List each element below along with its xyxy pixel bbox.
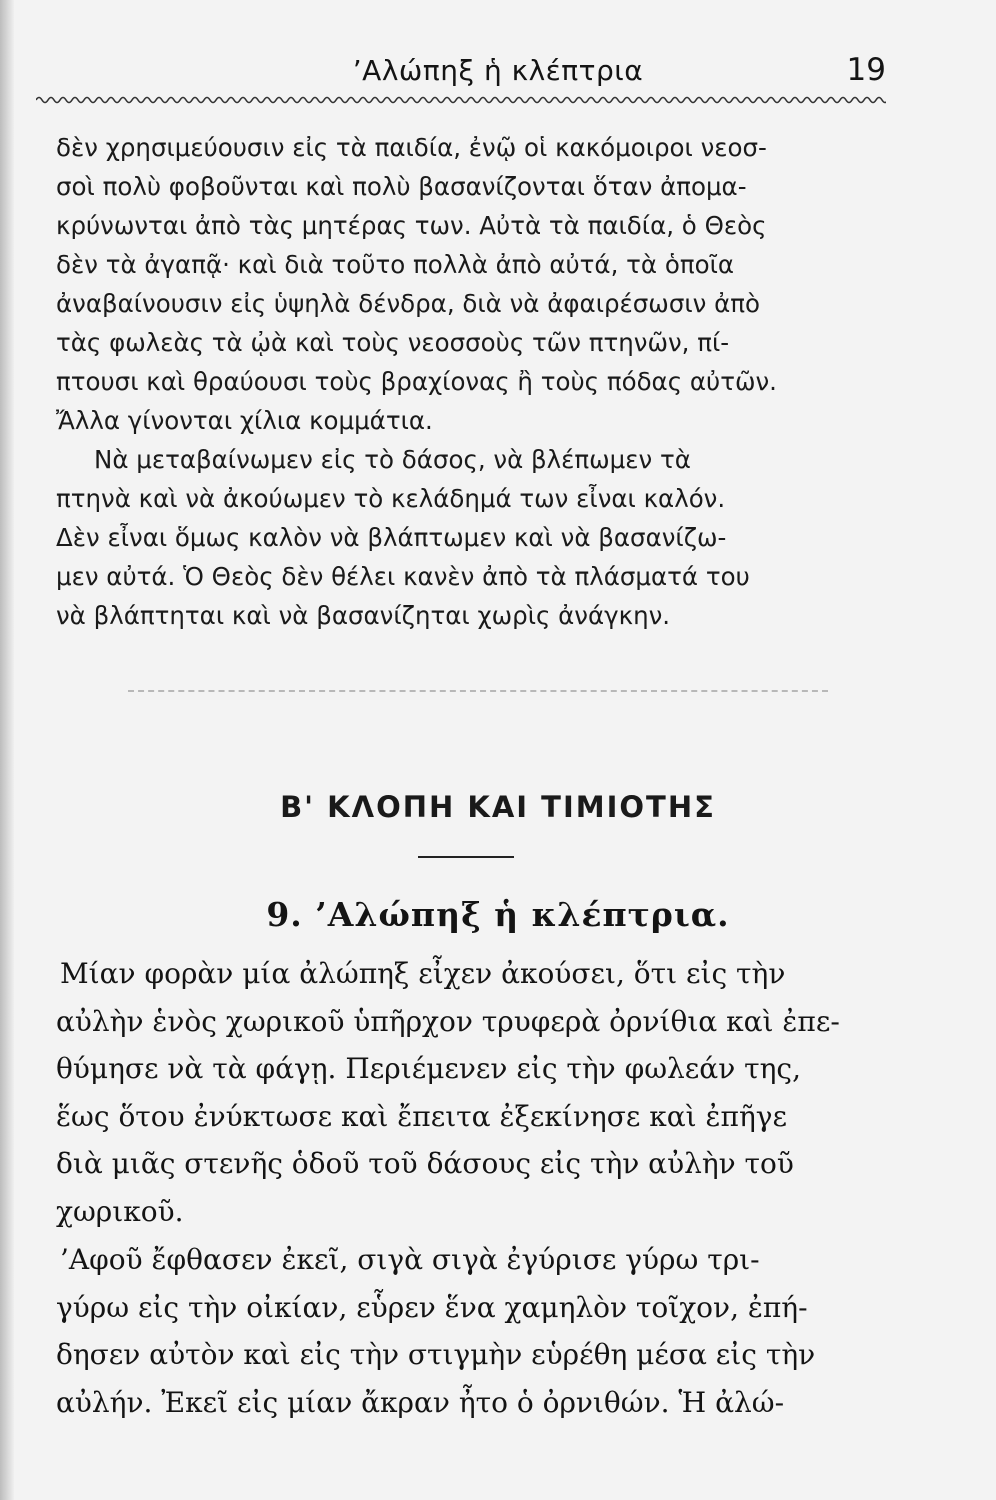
text-line: διὰ μιᾶς στενῆς ὁδοῦ τοῦ δάσους εἰς τὴν αὐλὴν τοῦ — [56, 1147, 794, 1180]
text-line: δὲν χρησιμεύουσιν εἰς τὰ παιδία, ἐνῷ οἱ κακόμοιροι νεοσ- — [56, 133, 767, 162]
text-line: ἕως ὅτου ἐνύκτωσε καὶ ἔπειτα ἐξεκίνησε καὶ ἐπῆγε — [56, 1099, 787, 1133]
text-line: γύρω εἰς τὴν οἰκίαν, εὗρεν ἕνα χαμηλὸν τοῖχον, ἐπή- — [56, 1290, 808, 1324]
story-paragraph-2 — [56, 1236, 896, 1426]
section-divider — [418, 856, 514, 858]
text-line: Ἄλλα γίνονται χίλια κομμάτια. — [56, 406, 433, 435]
page-edge-shadow — [0, 0, 14, 1500]
running-title: ’Αλώπηξ ἡ κλέπτρια — [352, 54, 644, 87]
text-line: Νὰ μεταβαίνωμεν εἰς τὸ δάσος, νὰ βλέπωμεν τὰ — [94, 445, 691, 474]
text-line: ’Αφοῦ ἔφθασεν ἐκεῖ, σιγὰ σιγὰ ἐγύρισε γύρω τρι- — [60, 1243, 760, 1276]
faint-dashed-rule — [128, 690, 828, 694]
story-paragraph-1 — [56, 950, 896, 1235]
text-line: δησεν αὐτὸν καὶ εἰς τὴν στιγμὴν εὑρέθη μέσα εἰς τὴν — [56, 1338, 816, 1371]
story-title: 9. ’Αλώπηξ ἡ κλέπτρια. — [266, 895, 730, 934]
text-line: αὐλήν. Ἐκεῖ εἰς μίαν ἄκραν ἦτο ὁ ὀρνιθών. Ἡ ἀλώ- — [56, 1385, 785, 1419]
text-line: αὐλὴν ἑνὸς χωρικοῦ ὑπῆρχον τρυφερὰ ὀρνίθια καὶ ἐπε- — [56, 1004, 840, 1038]
text-line: κρύνωνται ἀπὸ τὰς μητέρας των. Αὐτὰ τὰ παιδία, ὁ Θεὸς — [56, 211, 767, 240]
text-line: δὲν τὰ ἀγαπᾷ· καὶ διὰ τοῦτο πολλὰ ἀπὸ αὐτά, τὰ ὁποῖα — [56, 250, 735, 279]
page-number: 19 — [846, 52, 886, 88]
text-line: Μίαν φορὰν μία ἀλώπηξ εἶχεν ἀκούσει, ὅτι εἰς τὴν — [60, 957, 786, 990]
text-line: Δὲν εἶναι ὅμως καλὸν νὰ βλάπτωμεν καὶ νὰ βασανίζω- — [56, 523, 727, 552]
running-header — [0, 48, 996, 98]
previous-story-paragraph-1 — [56, 128, 888, 440]
text-line: πτουσι καὶ θραύουσι τοὺς βραχίονας ἢ τοὺς πόδας αὐτῶν. — [56, 367, 777, 396]
text-line: ἀναβαίνουσιν εἰς ὑψηλὰ δένδρα, διὰ νὰ ἀφαιρέσωσιν ἀπὸ — [56, 289, 761, 318]
text-line: θύμησε νὰ τὰ φάγῃ. Περιέμενεν εἰς τὴν φωλεάν της, — [56, 1052, 801, 1085]
section-title: Β' ΚΛΟΠΗ ΚΑΙ ΤΙΜΙΟΤΗΣ — [280, 790, 716, 824]
wavy-header-rule — [36, 92, 886, 108]
previous-story-paragraph-2 — [56, 440, 888, 635]
text-line: σοὶ πολὺ φοβοῦνται καὶ πολὺ βασανίζονται ὅταν ἀπομα- — [56, 172, 747, 201]
text-line: πτηνὰ καὶ νὰ ἀκούωμεν τὸ κελάδημά των εἶναι καλόν. — [56, 484, 726, 513]
text-line: χωρικοῦ. — [56, 1194, 184, 1228]
text-line: νὰ βλάπτηται καὶ νὰ βασανίζηται χωρὶς ἀνάγκην. — [56, 601, 671, 630]
text-line: μεν αὐτά. Ὁ Θεὸς δὲν θέλει κανὲν ἀπὸ τὰ πλάσματά του — [56, 562, 750, 591]
text-line: τὰς φωλεὰς τὰ ᾠὰ καὶ τοὺς νεοσσοὺς τῶν πτηνῶν, πί- — [56, 328, 730, 357]
